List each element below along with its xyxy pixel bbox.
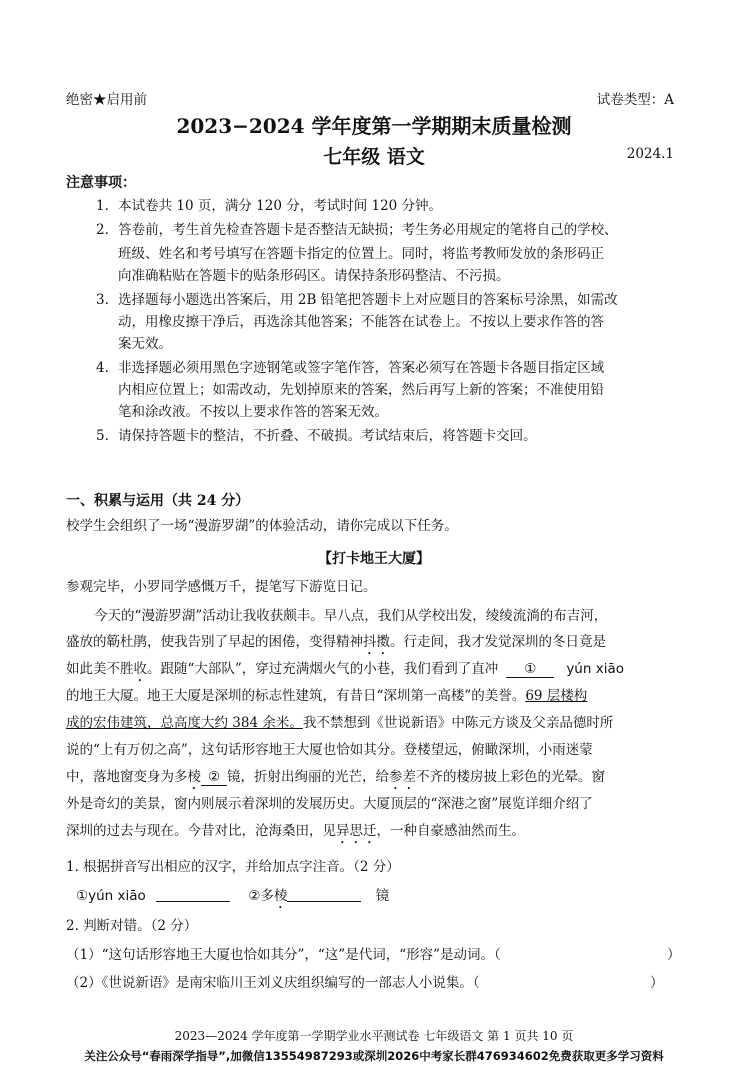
notice-line: 1．本试卷共 10 页，满分 120 分，考试时间 120 分钟。 [96, 198, 443, 214]
passage-line: 中，落地窗变身为多棱 ② 镜，折射出绚丽的光芒，给参差不齐的楼房披上彩色的光晕。窗 [66, 769, 605, 785]
exam-date: 2024.1 [626, 146, 674, 162]
notice-line: 笔和涂改液。不按以上要求作答的答案无效。 [118, 404, 388, 420]
passage-line: 说的“上有万仞之高”，这句话形容地王大厦也恰如其分。登楼望远，俯瞰深圳，小雨迷蒙 [66, 742, 593, 758]
pinyin-hint: yún xiāo [566, 661, 624, 677]
passage-line: 外是奇幻的美景，窗内则展示着深圳的发展历史。大厦顶层的“深港之窗”展览详细介绍了 [66, 796, 593, 812]
exam-subtitle: 七年级 语文 [323, 146, 425, 168]
notice-line: 班级、姓名和考号填写在答题卡指定的位置上。同时，将监考教师发放的条形码正 [118, 246, 604, 262]
underlined-sentence: 69 层楼构 [525, 688, 588, 704]
notice-line: 2．答卷前，考生首先检查答题卡是否整洁无缺损；考生务必用规定的笔将自己的学校、 [96, 222, 618, 238]
passage-line: 如此美不胜收。跟随“大部队”，穿过充满烟火气的小巷，我们看到了直冲 ① yún xiāo [66, 661, 624, 677]
q2-answer-paren-2[interactable]: ） [650, 975, 664, 991]
q2-answer-paren-1[interactable]: ） [667, 947, 681, 963]
notice-line: 内相应位置上；如需改动，先划掉原来的答案，然后再写上新的答案；不准使用铅 [118, 382, 604, 398]
q2-statement-1: （1）“这句话形容地王大厦也恰如其分”，“这”是代词，“形容”是动词。（ [66, 947, 501, 963]
passage-line: 盛放的簕杜鹃，使我告别了早起的困倦，变得精神抖擞。行走间，我才发觉深圳的冬日竟是 [66, 634, 606, 650]
q1-answers [76, 884, 389, 912]
q1-answer-blank-1[interactable] [156, 887, 230, 902]
dotted-word: 参差 [389, 769, 416, 785]
notice-line: 案无效。 [118, 336, 172, 352]
task-intro: 参观完毕，小罗同学感慨万千，提笔写下游览日记。 [66, 579, 377, 595]
q2-statement-2: （2）《世说新语》是南宋临川王刘义庆组织编写的一部志人小说集。（ [66, 975, 480, 991]
notice-line: 5．请保持答题卡的整洁，不折叠、不破损。考试结束后，将答题卡交回。 [96, 428, 537, 444]
question-1: 1. 根据拼音写出相应的汉字，并给加点字注音。（2 分） [66, 859, 400, 875]
passage-line: 今天的“漫游罗湖”活动让我收获颇丰。早八点，我们从学校出发，绫绫流淌的布吉河， [94, 608, 608, 624]
confidential-label: 绝密★启用前 [66, 92, 147, 108]
dotted-word: 棱 [187, 769, 201, 785]
paper-type-label: 试卷类型：A [596, 92, 674, 108]
q1-item-1-label: ①yún xiāo [76, 888, 146, 904]
q1-item-2-suffix: 镜 [375, 888, 390, 904]
task-title: 【打卡地王大厦】 [318, 551, 430, 567]
passage-line: 成的宏伟建筑，总高度大约 384 余米。我不禁想到《世说新语》中陈元方谈及父亲品德时所 [66, 715, 614, 731]
page-footer: 2023—2024 学年度第一学期学业水平测试卷 七年级语文 第 1 页共 10 页 [174, 1029, 574, 1043]
exam-title: 2023−2024 学年度第一学期期末质量检测 [176, 114, 572, 138]
q1-answer-blank-2[interactable] [287, 887, 361, 902]
dotted-word: 异思迁 [336, 823, 377, 839]
dotted-word: 棱 [273, 888, 288, 904]
section-heading: 一、积累与运用（共 24 分） [66, 493, 250, 509]
question-2: 2. 判断对错。（2 分） [66, 918, 198, 934]
underlined-sentence: 成的宏伟建筑，总高度大约 384 余米。 [66, 715, 303, 731]
footer-ad: 关注公众号“春雨深学指导”,加微信13554987293或深圳2026中考家长群476934602免费获取更多学习资料 [84, 1049, 664, 1063]
q1-item-2-label: ②多 [248, 888, 274, 904]
passage-line: 的地王大厦。地王大厦是深圳的标志性建筑，有昔日“深圳第一高楼”的美誉。69 层楼构 [66, 688, 588, 704]
notice-line: 3．选择题每小题选出答案后，用 2B 铅笔把答题卡上对应题目的答案标号涂黑，如需改 [96, 292, 618, 308]
blank-2: ② [201, 769, 227, 786]
notice-heading: 注意事项： [66, 175, 136, 191]
notice-line: 4．非选择题必须用黑色字迹钢笔或签字笔作答，答案必须写在答题卡各题目指定区域 [96, 360, 605, 376]
blank-1: ① [506, 661, 554, 678]
notice-line: 动，用橡皮擦干净后，再选涂其他答案；不能答在试卷上。不按以上要求作答的答 [118, 314, 604, 330]
section-intro: 校学生会组织了一场“漫游罗湖”的体验活动，请你完成以下任务。 [66, 518, 458, 534]
passage-line: 深圳的过去与现在。今昔对比，沧海桑田，见异思迁，一种自豪感油然而生。 [66, 823, 525, 839]
dotted-word: 收 [133, 661, 147, 677]
notice-line: 向准确粘贴在答题卡的贴条形码区。请保持条形码整洁、不污损。 [118, 268, 510, 284]
dotted-word: 抖擞 [363, 634, 390, 650]
